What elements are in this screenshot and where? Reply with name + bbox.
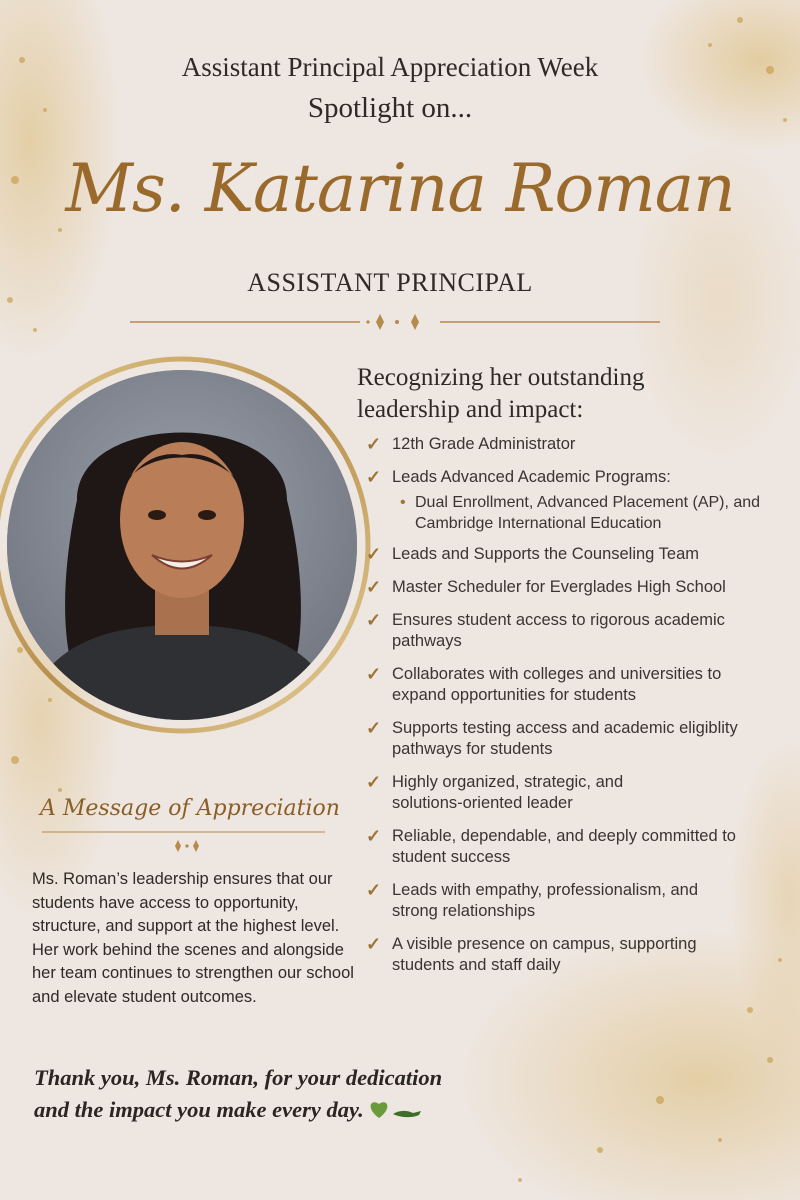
closing-message	[34, 1062, 594, 1126]
closing-line2: and the impact you make every day.	[34, 1097, 364, 1122]
checkmark-icon: ✓	[366, 934, 382, 954]
portrait-photo	[7, 370, 357, 720]
list-item: ✓ Highly organized, strategic, and solutions-oriented leader	[366, 772, 624, 812]
honoree-name: Ms. Katarina Roman	[65, 150, 735, 227]
recognition-heading-line2: leadership and impact:	[357, 396, 584, 423]
closing-line1: Thank you, Ms. Roman, for your dedication	[34, 1065, 443, 1090]
list-item: ✓ Supports testing access and academic eligiblity pathways for students	[366, 718, 738, 758]
list-item: ✓ 12th Grade Administrator	[366, 434, 576, 454]
event-title: Assistant Principal Appreciation Week	[181, 52, 599, 82]
checkmark-icon: ✓	[366, 826, 382, 846]
heart-gator-icon	[369, 1098, 423, 1120]
list-item: ✓ Reliable, dependable, and deeply committed to student success	[366, 826, 736, 866]
checkmark-icon: ✓	[366, 434, 382, 454]
list-item: ✓ Master Scheduler for Everglades High School	[366, 577, 726, 597]
checkmark-icon: ✓	[366, 772, 382, 792]
checkmark-icon: ✓	[366, 880, 382, 900]
recognition-heading	[357, 362, 757, 426]
list-item: ✓ Leads and Supports the Counseling Team	[366, 544, 699, 564]
recognition-heading-line1: Recognizing her outstanding	[357, 364, 645, 391]
recognition-list	[362, 434, 797, 976]
list-item: ✓ Collaborates with colleges and universities to expand opportunities for students	[366, 664, 722, 704]
checkmark-icon: ✓	[366, 718, 382, 738]
list-item: ✓ Leads with empathy, professionalism, and strong relationships	[366, 880, 699, 920]
checkmark-icon: ✓	[366, 664, 382, 684]
checkmark-icon: ✓	[366, 467, 382, 487]
list-sub-item: • Dual Enrollment, Advanced Placement (AP), and Cambridge International Education	[400, 494, 761, 532]
message-body: Ms. Roman’s leadership ensures that our students have access to opportunity, structure, and support at the highest level. Her work behind the scenes and alongside her team continues to strengthen our school and elevate student outcomes.	[32, 870, 354, 1006]
checkmark-icon: ✓	[366, 544, 382, 564]
list-item: ✓ Leads Advanced Academic Programs: • Dual Enrollment, Advanced Placement (AP), and Cambridge International Education	[362, 467, 797, 534]
list-item: ✓ A visible presence on campus, supporting students and staff daily	[366, 934, 697, 974]
checkmark-icon: ✓	[366, 577, 382, 597]
honoree-title: ASSISTANT PRINCIPAL	[247, 268, 533, 297]
spotlight-subtitle: Spotlight on...	[307, 92, 473, 124]
bullet-icon: •	[400, 494, 406, 511]
list-item: ✓ Ensures student access to rigorous academic pathways	[366, 610, 725, 650]
message-heading: A Message of Appreciation	[40, 796, 340, 821]
checkmark-icon: ✓	[366, 610, 382, 630]
